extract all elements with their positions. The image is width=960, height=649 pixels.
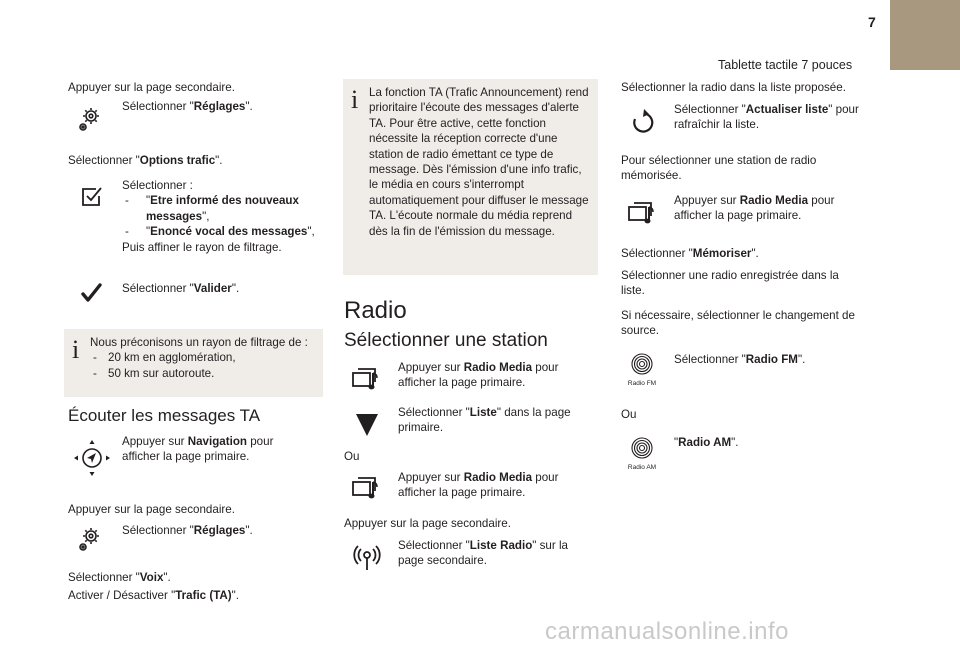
radio-disc-icon [630, 352, 654, 376]
instruction-text: Sélectionner une radio enregistrée dans la liste. [621, 269, 839, 298]
page-number: 7 [868, 14, 876, 30]
radio-waves-icon [350, 540, 384, 574]
info-box [343, 79, 598, 275]
radio-media-icon [348, 362, 382, 396]
section-heading: Sélectionner une station [344, 330, 548, 351]
instruction-text: Pour sélectionner une station de radio mémorisée. [621, 154, 817, 183]
step-text: Sélectionner "Radio FM". [674, 353, 806, 366]
instruction-text: Appuyer sur la page secondaire. [68, 81, 235, 94]
step-text: Appuyer sur Radio Media pour afficher la page primaire. [398, 471, 559, 500]
separator-text: Ou [344, 450, 360, 463]
radio-media-icon [348, 471, 382, 505]
info-text: La fonction TA (Trafic Announcement) rend prioritaire l'écoute des messages d'alerte TA. Pour être active, cette fonction nécessite la réception correcte d'une station de radio émettant ce type de message. Dès l'émission d'une info trafic, le média en cours s'interrompt automatiquement pour diffuser le message TA. L'écoute normale du média reprend dès la fin de l'émission du message. [369, 86, 589, 238]
checkmark-icon [74, 276, 108, 310]
checkbox-icon [74, 180, 108, 214]
info-box [64, 329, 323, 397]
step-text: Sélectionner "Réglages". [122, 524, 253, 537]
navigation-icon [72, 438, 112, 478]
instruction-text: Sélectionner la radio dans la liste proposée. [621, 81, 846, 94]
radio-media-icon [624, 196, 658, 230]
separator-text: Ou [621, 408, 637, 421]
info-text: Nous préconisons un rayon de filtrage de : - 20 km en agglomération, - 50 km sur autoroute. [90, 335, 322, 381]
step-text: Appuyer sur Navigation pour afficher la page primaire. [122, 435, 274, 464]
instruction-text: Activer / Désactiver "Trafic (TA)". [68, 589, 240, 602]
info-icon: i [351, 85, 359, 114]
section-title: Tablette tactile 7 pouces [718, 58, 853, 72]
radio-disc-icon [630, 436, 654, 460]
section-heading: Écouter les messages TA [68, 406, 261, 425]
gear-icon [74, 102, 108, 136]
instruction-text: Si nécessaire, sélectionner le changement de source. [621, 309, 855, 338]
instruction-text: Sélectionner "Options trafic". [68, 154, 223, 167]
step-text: Sélectionner "Liste Radio" sur la page secondaire. [398, 539, 568, 568]
info-icon: i [72, 335, 80, 364]
radio-am-icon: Radio AM [622, 436, 662, 478]
refresh-icon [626, 106, 660, 140]
instruction-text: Appuyer sur la page secondaire. [68, 503, 235, 516]
instruction-text: Sélectionner "Voix". [68, 571, 171, 584]
radio-fm-icon: Radio FM [622, 352, 662, 394]
step-text: Sélectionner "Actualiser liste" pour rafraîchir la liste. [674, 103, 859, 132]
watermark: carmanualsonline.info [545, 618, 789, 645]
gear-icon [74, 522, 108, 556]
instruction-text: Appuyer sur la page secondaire. [344, 517, 511, 530]
step-text: Sélectionner "Valider". [122, 282, 240, 295]
step-text: Sélectionner "Liste" dans la page primaire. [398, 406, 571, 435]
step-text: "Radio AM". [674, 436, 739, 449]
step-text: Appuyer sur Radio Media pour afficher la page primaire. [674, 194, 835, 223]
instruction-text: Sélectionner "Mémoriser". [621, 247, 759, 260]
step-text: Sélectionner : - "Etre informé des nouveaux messages", - "Enoncé vocal des messages", Puis affiner le rayon de filtrage. [122, 178, 317, 255]
page-tab-marker [890, 0, 960, 70]
step-text: Sélectionner "Réglages". [122, 100, 253, 113]
triangle-down-icon [350, 408, 384, 442]
chapter-title: Radio [344, 297, 407, 324]
step-text: Appuyer sur Radio Media pour afficher la page primaire. [398, 361, 559, 390]
